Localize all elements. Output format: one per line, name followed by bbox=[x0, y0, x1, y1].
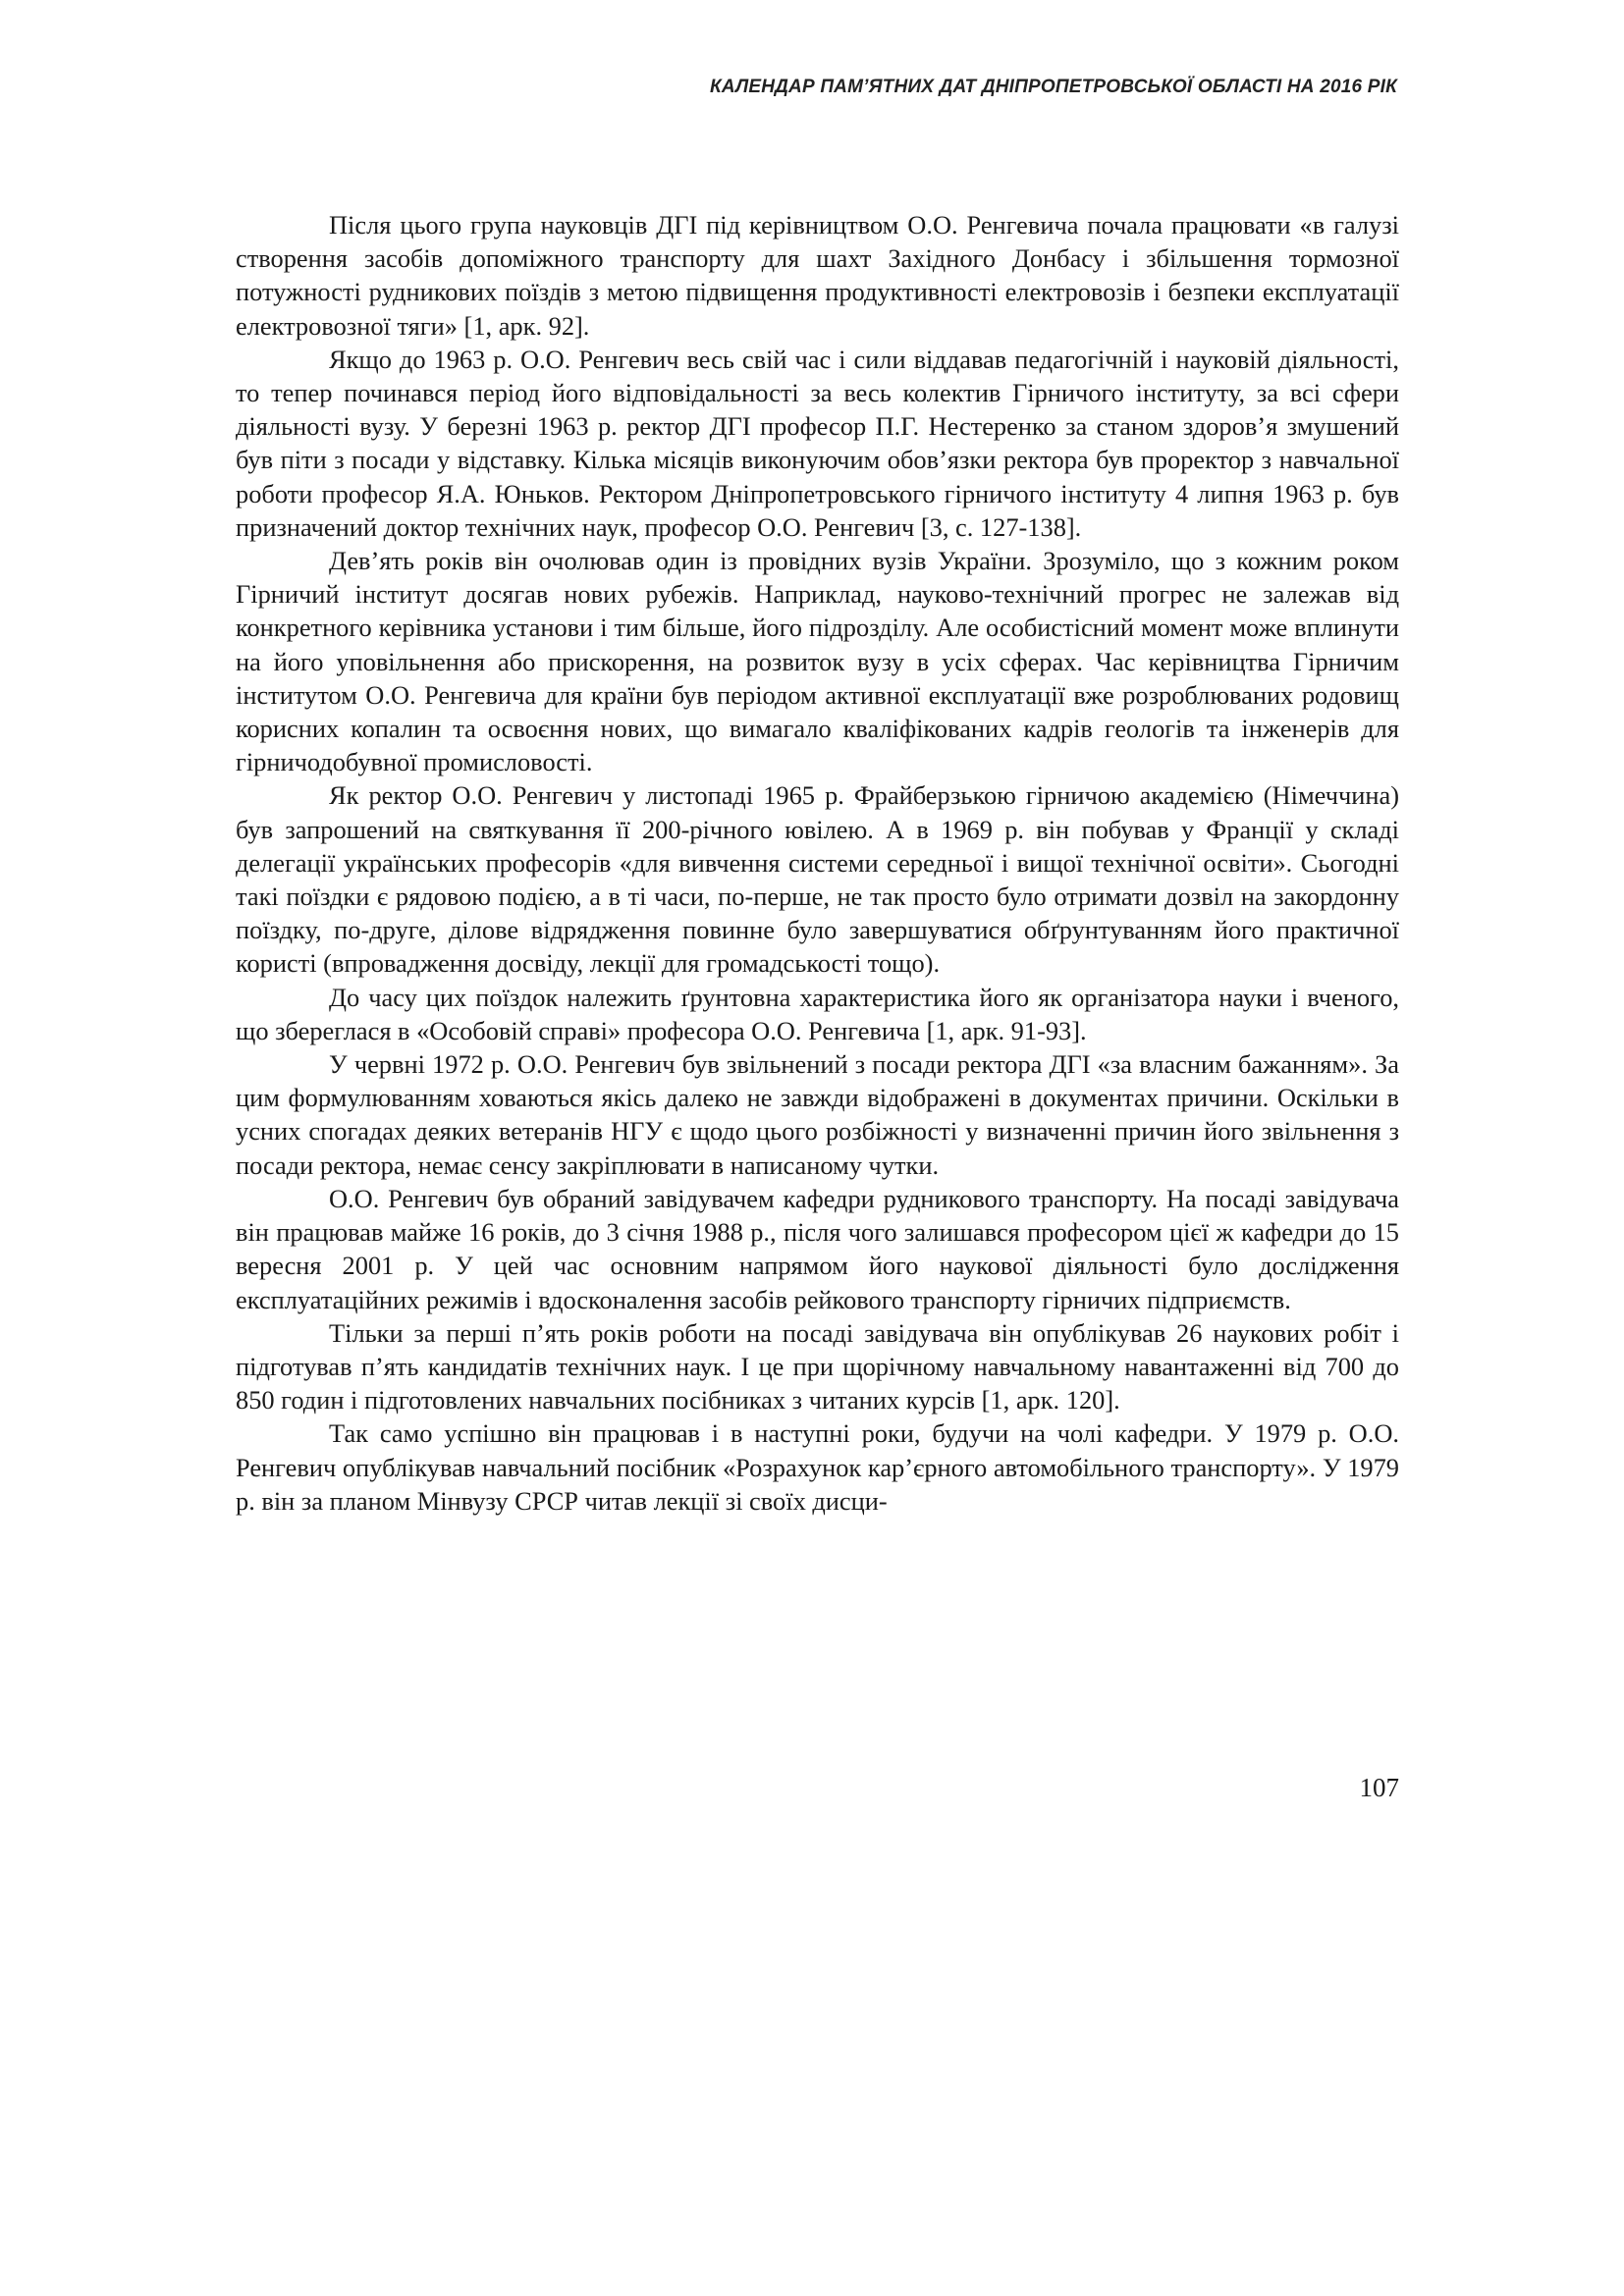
paragraph: Так само успішно він працював і в наступні роки, будучи на чолі кафедри. У 1979 р. О.О. Ренгевич опублікував навчальний посібник «Розрахунок кар’єрного автомобільного транспорту». У 1979 р. він за планом Мінвузу СРСР читав лекції зі своїх дисци- bbox=[236, 1418, 1399, 1516]
paragraph: О.О. Ренгевич був обраний завідувачем кафедри рудникового транспорту. На посаді завідувача він працював майже 16 років, до 3 січня 1988 р., після чого залишався професором цієї ж кафедри до 15 вересня 2001 р. У цей час основним напрямом його наукової діяльності було дослідження експлуатаційних режимів і вдосконалення засобів рейкового транспорту гірничих підприємств. bbox=[236, 1183, 1399, 1314]
running-header: КАЛЕНДАР ПАМ’ЯТНИХ ДАТ ДНІПРОПЕТРОВСЬКОЇ ОБЛАСТІ НА 2016 РІК bbox=[710, 77, 1397, 97]
body-text bbox=[236, 208, 1399, 1518]
paragraph: Якщо до 1963 р. О.О. Ренгевич весь свій час і сили віддавав педагогічній і науковій діяльності, то тепер починався період його відповідальності за весь колектив Гірничого інституту, за всі сфери діяльності вузу. У березні 1963 р. ректор ДГІ професор П.Г. Нестеренко за станом здоров’я змушений був піти з посади у відставку. Кілька місяців виконуючим обов’язки ректора був проректор з навчальної роботи професор Я.А. Юньков. Ректором Дніпропетровського гірничого інституту 4 липня 1963 р. був призначений доктор технічних наук, професор О.О. Ренгевич [3, с. 127-138]. bbox=[236, 344, 1399, 542]
paragraph: До часу цих поїздок належить ґрунтовна характеристика його як організатора науки і вченого, що збереглася в «Особовій справі» професора О.О. Ренгевича [1, арк. 91-93]. bbox=[236, 982, 1399, 1045]
paragraph: Дев’ять років він очолював один із провідних вузів України. Зрозуміло, що з кожним роком Гірничий інститут досягав нових рубежів. Наприклад, науково-технічний прогрес не залежав від конкретного керівника установи і тим більше, його підрозділу. Але особистісний момент може вплинути на його уповільнення або прискорення, на розвиток вузу в усіх сферах. Час керівництва Гірничим інститутом О.О. Ренгевича для країни був періодом активної експлуатації вже розроблюваних родовищ корисних копалин та освоєння нових, що вимагало кваліфікованих кадрів геологів та інженерів для гірничодобувної промисловості. bbox=[236, 546, 1399, 777]
page-number: 107 bbox=[1359, 1773, 1399, 1802]
paragraph: Як ректор О.О. Ренгевич у листопаді 1965 р. Фрайберзькою гірничою академією (Німеччина) був запрошений на святкування її 200-річного ювілею. А в 1969 р. він побував у Франції у складі делегації українських професорів «для вивчення системи середньої і вищої технічної освіти». Сьогодні такі поїздки є рядовою подією, а в ті часи, по-перше, не так просто було отримати дозвіл на закордонну поїздку, по-друге, ділове відрядження повинне було завершуватися обґрунтуванням його практичної користі (впровадження досвіду, лекції для громадськості тощо). bbox=[236, 780, 1399, 979]
paragraph: У червні 1972 р. О.О. Ренгевич був звільнений з посади ректора ДГІ «за власним бажанням». За цим формулюванням ховаються якісь далеко не завжди відображені в документах причини. Оскільки в усних спогадах деяких ветеранів НГУ є щодо цього розбіжності у визначенні причин його звільнення з посади ректора, немає сенсу закріплювати в написаному чутки. bbox=[236, 1049, 1399, 1180]
paragraph: Після цього група науковців ДГІ під керівництвом О.О. Ренгевича почала працювати «в галузі створення засобів допоміжного транспорту для шахт Західного Донбасу і збільшення тормозної потужності рудникових поїздів з метою підвищення продуктивності електровозів і безпеки експлуатації електровозної тяги» [1, арк. 92]. bbox=[236, 210, 1399, 341]
paragraph: Тільки за перші п’ять років роботи на посаді завідувача він опублікував 26 наукових робіт і підготував п’ять кандидатів технічних наук. І це при щорічному навчальному навантаженні від 700 до 850 годин і підготовлених навчальних посібниках з читаних курсів [1, арк. 120]. bbox=[236, 1317, 1399, 1415]
